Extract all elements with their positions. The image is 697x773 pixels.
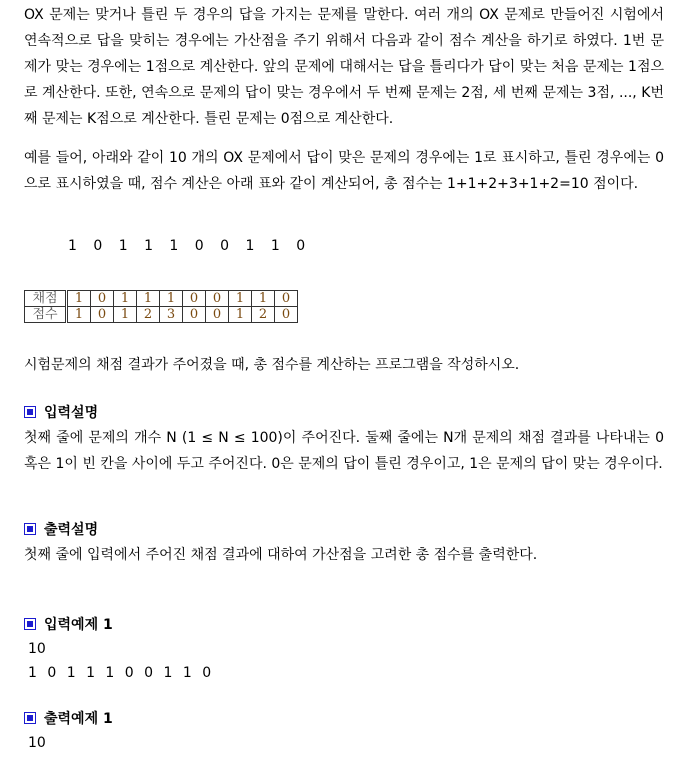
table-cell: 1 [229, 307, 252, 323]
table-row-score [25, 307, 298, 323]
table-cell: 1 [160, 291, 183, 307]
sample-input-line: 10 [28, 641, 46, 657]
input-description: 첫째 줄에 문제의 개수 N (1 ≤ N ≤ 100)이 주어진다. 둘째 줄에는 N개 문제의 채점 결과를 나타내는 0 혹은 1이 빈 칸을 사이에 두고 주어진다. 0은 문제의 답이 틀린 경우이고, 1은 문제의 답이 맞는 경우이다. [24, 430, 664, 472]
square-bullet-icon [24, 406, 36, 418]
square-bullet-icon [24, 523, 36, 535]
table-cell: 0 [206, 307, 229, 323]
example-paragraph: 예를 들어, 아래와 같이 10 개의 OX 문제에서 답이 맞은 문제의 경우에는 1로 표시하고, 틀린 경우에는 0으로 표시하였을 때, 점수 계산은 아래 표와 같이 계산되어, 총 점수는 1+1+2+3+1+2=10 점이다. [24, 150, 664, 192]
score-table [24, 290, 298, 323]
table-cell: 2 [252, 307, 275, 323]
intro-paragraph: OX 문제는 맞거나 틀린 두 경우의 답을 가지는 문제를 말한다. 여러 개의 OX 문제로 만들어진 시험에서 연속적으로 답을 맞히는 경우에는 가산점을 주기 위해서 다음과 같이 점수 계산을 하기로 하였다. 1번 문제가 맞는 경우에는 1점으로 계산한다. 앞의 문제에 대해서는 답을 틀리다가 답이 맞는 처음 문제는 1점으로 계산한다. 또한, 연속으로 문제의 답이 맞는 경우에서 두 번째 문제는 2점, 세 번째 문제는 3점, ..., K번째 문제는 K점으로 계산한다. 틀린 문제는 0점으로 계산한다. [24, 7, 664, 127]
table-cell: 1 [229, 291, 252, 307]
table-cell: 3 [160, 307, 183, 323]
output-heading [24, 517, 98, 543]
output-description: 첫째 줄에 입력에서 주어진 채점 결과에 대하여 가산점을 고려한 총 점수를 출력한다. [24, 547, 538, 563]
example-sequence: 1 0 1 1 1 0 0 1 1 0 [68, 238, 312, 254]
table-cell: 0 [275, 307, 298, 323]
row-label: 채점 [25, 291, 67, 307]
table-cell: 1 [114, 307, 137, 323]
table-cell: 0 [275, 291, 298, 307]
sample-output-line: 10 [28, 735, 46, 751]
table-cell: 0 [183, 291, 206, 307]
table-cell: 0 [91, 307, 114, 323]
table-cell: 0 [206, 291, 229, 307]
row-label: 점수 [25, 307, 67, 323]
sample-output-heading-label: 출력예제 1 [44, 711, 113, 727]
table-cell: 2 [137, 307, 160, 323]
sample-input-line: 1 0 1 1 1 0 0 1 1 0 [28, 665, 215, 681]
square-bullet-icon [24, 712, 36, 724]
sample-output-heading [24, 706, 113, 732]
table-cell: 1 [114, 291, 137, 307]
input-heading-label: 입력설명 [44, 405, 99, 421]
input-heading [24, 400, 98, 426]
output-heading-label: 출력설명 [44, 522, 99, 538]
table-cell: 1 [67, 291, 91, 307]
table-cell: 1 [252, 291, 275, 307]
task-statement: 시험문제의 채점 결과가 주어졌을 때, 총 점수를 계산하는 프로그램을 작성하시오. [24, 357, 520, 373]
sample-input-heading-label: 입력예제 1 [44, 617, 113, 633]
sample-input-heading [24, 612, 113, 638]
table-row-grading [25, 291, 298, 307]
table-cell: 1 [137, 291, 160, 307]
table-cell: 1 [67, 307, 91, 323]
square-bullet-icon [24, 618, 36, 630]
table-cell: 0 [183, 307, 206, 323]
table-cell: 0 [91, 291, 114, 307]
